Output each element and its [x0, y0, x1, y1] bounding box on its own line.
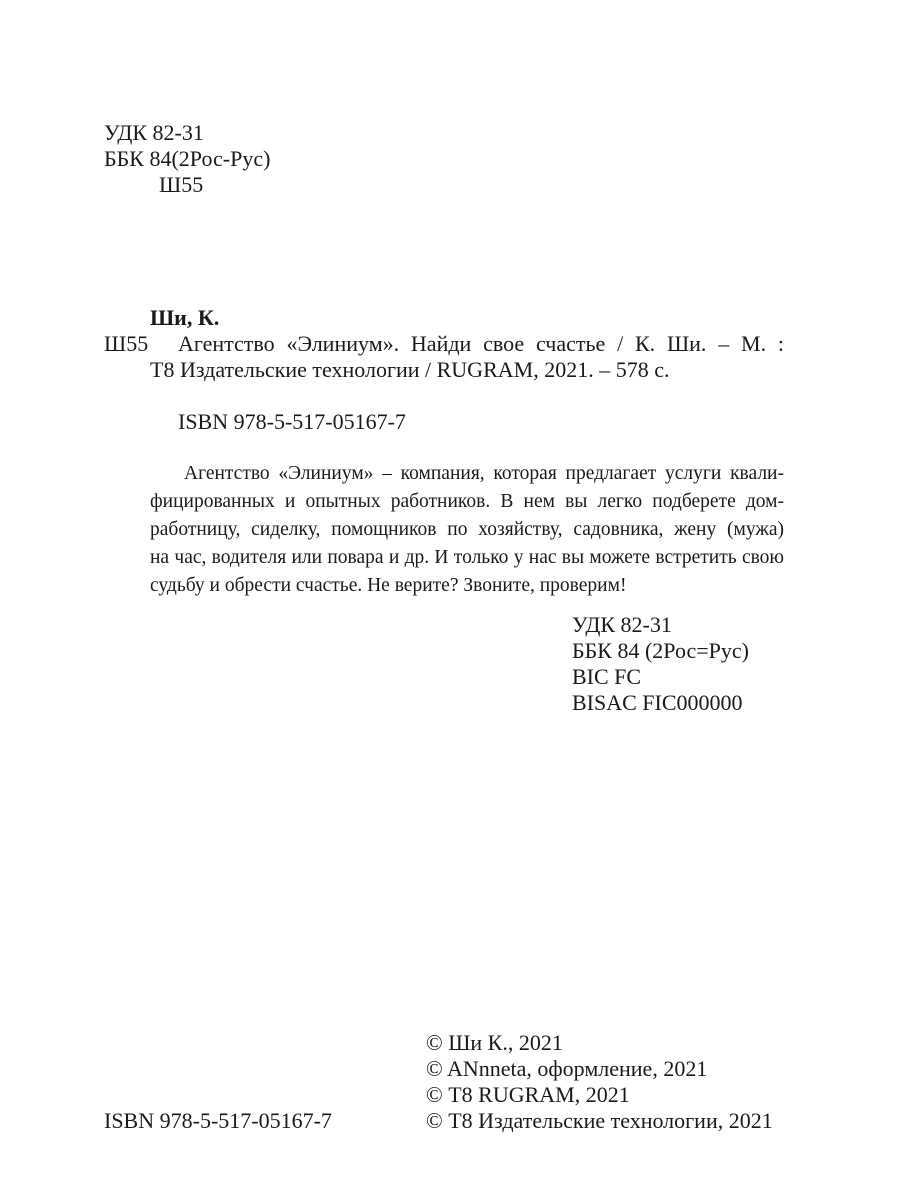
bbk-code: ББК 84(2Рос-Рус) [104, 146, 271, 171]
top-classification-codes [104, 120, 270, 198]
udk-code: УДК 82-31 [104, 120, 204, 145]
copyright-line: © Ши К., 2021 [426, 1030, 563, 1055]
annotation-line: Агентство «Элиниум» – компания, которая предлагает услуги квали- [184, 463, 784, 484]
author-cutter-code: Ш55 [159, 172, 204, 197]
copyright-line: © Т8 RUGRAM, 2021 [426, 1082, 630, 1107]
right-classification-codes [572, 612, 749, 716]
isbn-entry: ISBN 978-5-517-05167-7 [178, 409, 406, 434]
copyright-notices [426, 1030, 773, 1134]
bbk-code: ББК 84 (2Рос=Рус) [572, 638, 749, 663]
publication-statement: Т8 Издательские технологии / RUGRAM, 2021. – 578 с. [150, 357, 670, 382]
copyright-line: © Т8 Издательские технологии, 2021 [426, 1108, 773, 1133]
copyright-line: © ANnneta, оформление, 2021 [426, 1056, 708, 1081]
entry-cutter-code: Ш55 [104, 331, 149, 356]
title-entry-row [104, 331, 784, 357]
author-heading: Ши, К. [150, 305, 220, 330]
title-statement: Агентство «Элиниум». Найди свое счастье / К. Ши. – М. : [178, 331, 784, 356]
isbn-number: ISBN 978-5-517-05167-7 [104, 1108, 332, 1133]
isbn-footer [104, 1108, 332, 1134]
annotation-line: фицированных и опытных работников. В нем вы легко подберете дом- [150, 491, 784, 512]
bic-code: BIC FC [572, 664, 642, 689]
bisac-code: BISAC FIC000000 [572, 690, 743, 715]
annotation-paragraph [150, 460, 784, 600]
annotation-line: работницу, сиделку, помощников по хозяйству, садовника, жену (мужа) [150, 519, 784, 540]
udk-code: УДК 82-31 [572, 612, 672, 637]
annotation-line: судьбу и обрести счастье. Не верите? Звоните, проверим! [150, 575, 627, 596]
bibliographic-record [104, 305, 784, 435]
annotation-line: на час, водителя или повара и др. И только у нас вы можете встретить свою [150, 547, 784, 568]
